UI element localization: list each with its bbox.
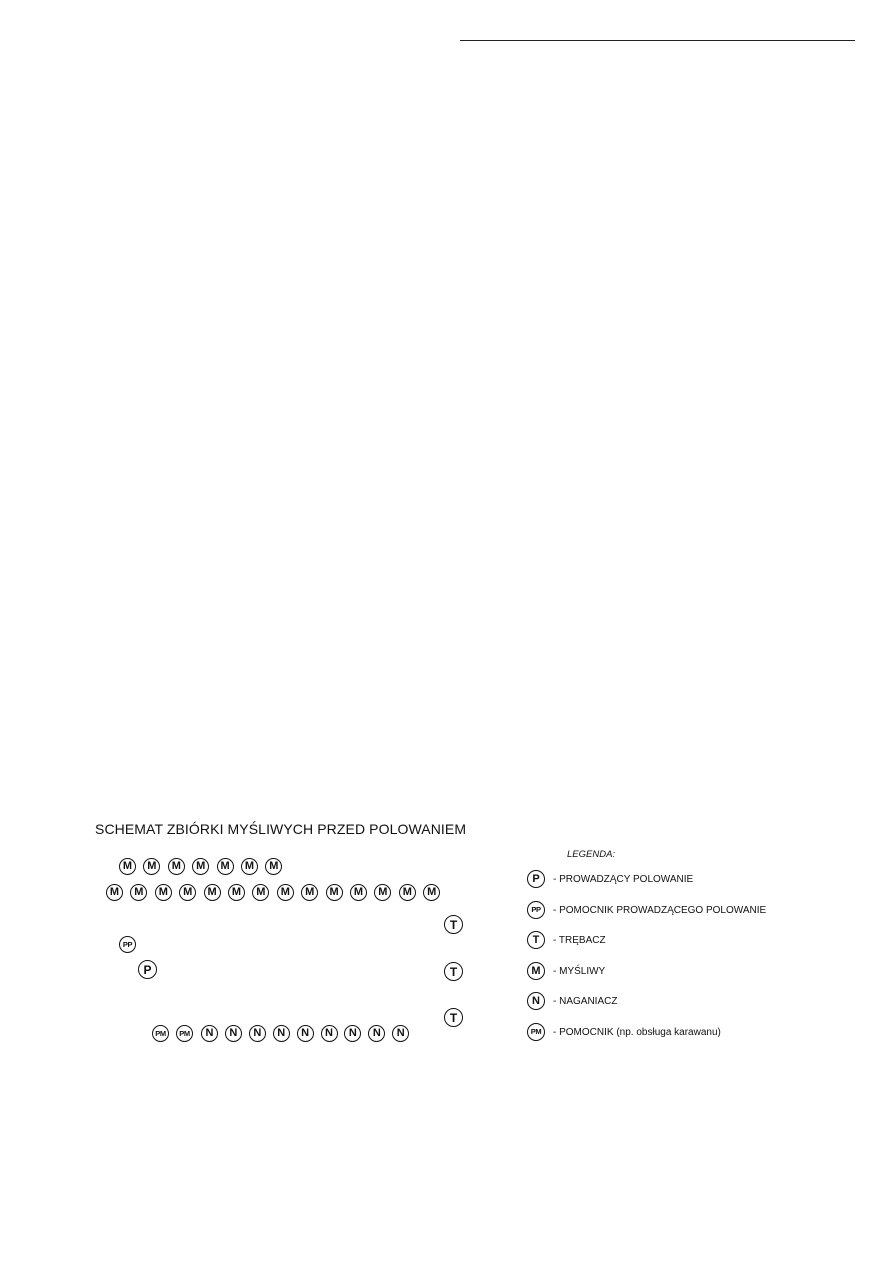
myśliwy-token-row1: M (192, 858, 209, 875)
legend-label: - POMOCNIK PROWADZĄCEGO POLOWANIE (553, 904, 767, 916)
trębacz-token: T (444, 1008, 463, 1027)
myśliwy-token-row2: M (106, 884, 123, 901)
myśliwy-token-row2: M (374, 884, 391, 901)
legend-item (527, 961, 605, 981)
pomocnik-token: PM (152, 1025, 169, 1042)
naganiacz-token: N (273, 1025, 290, 1042)
legend-item (527, 991, 617, 1011)
diagram-title: SCHEMAT ZBIÓRKI MYŚLIWYCH PRZED POLOWANIEM (95, 821, 467, 837)
naganiacz-token: N (321, 1025, 338, 1042)
naganiacz-token: N (201, 1025, 218, 1042)
myśliwy-token-row1: M (265, 858, 282, 875)
legend-label: - PROWADZĄCY POLOWANIE (553, 873, 694, 885)
prowadzacy-token: P (138, 960, 157, 979)
legend-item (527, 900, 766, 920)
myśliwy-token-row2: M (204, 884, 221, 901)
legend-label: - NAGANIACZ (553, 995, 618, 1007)
myśliwy-token-row2: M (277, 884, 294, 901)
naganiacz-token: N (297, 1025, 314, 1042)
legend-symbol: PM (527, 1023, 545, 1041)
legend-title: LEGENDA: (567, 849, 616, 860)
naganiacz-token: N (368, 1025, 385, 1042)
myśliwy-token-row2: M (252, 884, 269, 901)
legend-symbol: N (527, 992, 545, 1010)
naganiacz-token: N (344, 1025, 361, 1042)
myśliwy-token-row1: M (217, 858, 234, 875)
legend-item (527, 869, 693, 889)
myśliwy-token-row2: M (155, 884, 172, 901)
myśliwy-token-row2: M (423, 884, 440, 901)
myśliwy-token-row2: M (399, 884, 416, 901)
naganiacz-token: N (225, 1025, 242, 1042)
myśliwy-token-row1: M (241, 858, 258, 875)
legend-label: - MYŚLIWY (553, 965, 606, 977)
myśliwy-token-row2: M (228, 884, 245, 901)
legend-symbol: M (527, 962, 545, 980)
header-rule (460, 40, 855, 41)
legend-label: - POMOCNIK (np. obsługa karawanu) (553, 1026, 721, 1038)
naganiacz-token: N (392, 1025, 409, 1042)
trębacz-token: T (444, 962, 463, 981)
legend-symbol: T (527, 931, 545, 949)
myśliwy-token-row2: M (350, 884, 367, 901)
myśliwy-token-row1: M (119, 858, 136, 875)
myśliwy-token-row2: M (301, 884, 318, 901)
pomocnik-prowadzacego-token: PP (119, 936, 136, 953)
myśliwy-token-row2: M (326, 884, 343, 901)
naganiacz-token: N (249, 1025, 266, 1042)
trębacz-token: T (444, 915, 463, 934)
legend-item (527, 1022, 721, 1042)
myśliwy-token-row2: M (179, 884, 196, 901)
myśliwy-token-row2: M (130, 884, 147, 901)
myśliwy-token-row1: M (168, 858, 185, 875)
pomocnik-token: PM (176, 1025, 193, 1042)
legend-label: - TRĘBACZ (553, 934, 606, 946)
legend-symbol: PP (527, 901, 545, 919)
legend-symbol: P (527, 870, 545, 888)
myśliwy-token-row1: M (143, 858, 160, 875)
legend-item (527, 930, 606, 950)
